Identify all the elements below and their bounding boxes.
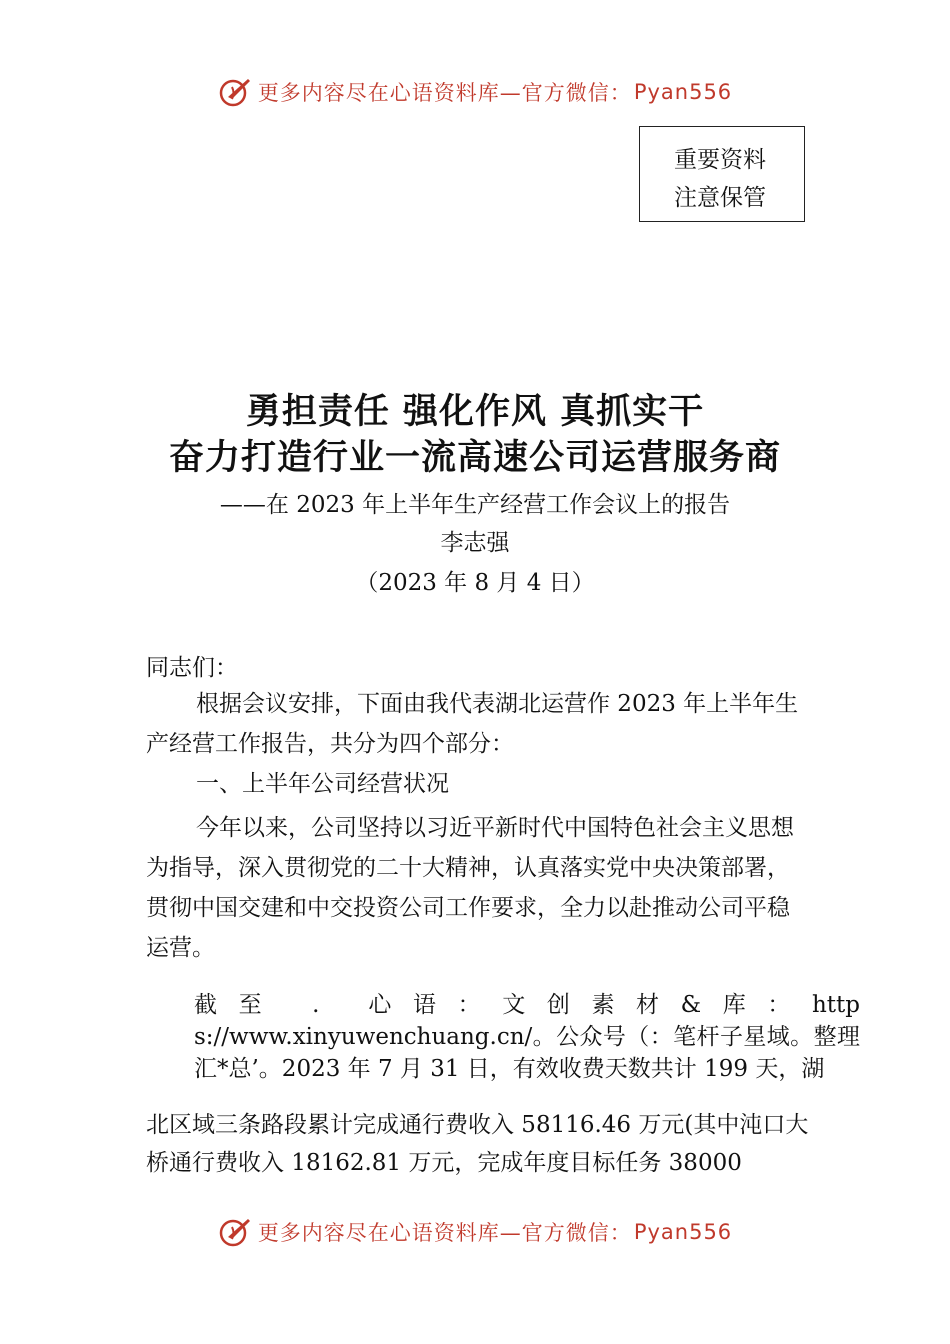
greeting: 同志们： bbox=[146, 655, 238, 681]
title-line-2: 奋力打造行业一流高速公司运营服务商 bbox=[168, 437, 781, 478]
watermark-wechat-id: Pyan556 bbox=[633, 1220, 733, 1244]
paragraph-revenue-figures: 北区域三条路段累计完成通行费收入 58116.46 万元(其中沌口大桥通行费收入 18162.81 万元，完成年度目标任务 38000 bbox=[146, 1112, 809, 1176]
author: 李志强 bbox=[440, 530, 510, 556]
subtitle: ——在 2023 年上半年生产经营工作会议上的报告 bbox=[219, 492, 731, 518]
paragraph-intro: 根据会议安排，下面由我代表湖北运营作 2023 年上半年生产经营工作报告，共分为四个部分： bbox=[146, 691, 799, 757]
paragraph-revenue-spaced: 截至 . 心语：文创素材&库： bbox=[194, 992, 812, 1018]
watermark-wechat-id: Pyan556 bbox=[633, 80, 733, 104]
quill-seal-icon bbox=[218, 1215, 252, 1249]
paragraph-revenue-rest: https://www.xinyuwenchuang.cn/。公众号（：笔杆子星域。整理汇*总’。2023 年 7 月 31 日，有效收费天数共计 199 天，湖 bbox=[194, 992, 860, 1082]
watermark-text: 更多内容尽在心语资料库—官方微信： bbox=[257, 1221, 632, 1245]
paragraph-revenue-intro bbox=[194, 989, 860, 1085]
paragraph-overview: 今年以来，公司坚持以习近平新时代中国特色社会主义思想为指导，深入贯彻党的二十大精神，认真落实党中央决策部署，贯彻中国交建和中交投资公司工作要求，全力以赴推动公司平稳运营。 bbox=[146, 815, 794, 961]
quill-seal-icon bbox=[218, 75, 252, 109]
notice-box-text: 重要资料注意保管 bbox=[674, 147, 766, 211]
notice-box bbox=[639, 126, 805, 222]
header-watermark bbox=[0, 74, 950, 110]
title-line-1: 勇担责任 强化作风 真抓实干 bbox=[245, 391, 705, 432]
report-date: （2023 年 8 月 4 日） bbox=[355, 570, 595, 596]
watermark-text: 更多内容尽在心语资料库—官方微信： bbox=[257, 81, 632, 105]
footer-watermark bbox=[0, 1214, 950, 1250]
section-heading-1: 一、上半年公司经营状况 bbox=[196, 771, 449, 797]
